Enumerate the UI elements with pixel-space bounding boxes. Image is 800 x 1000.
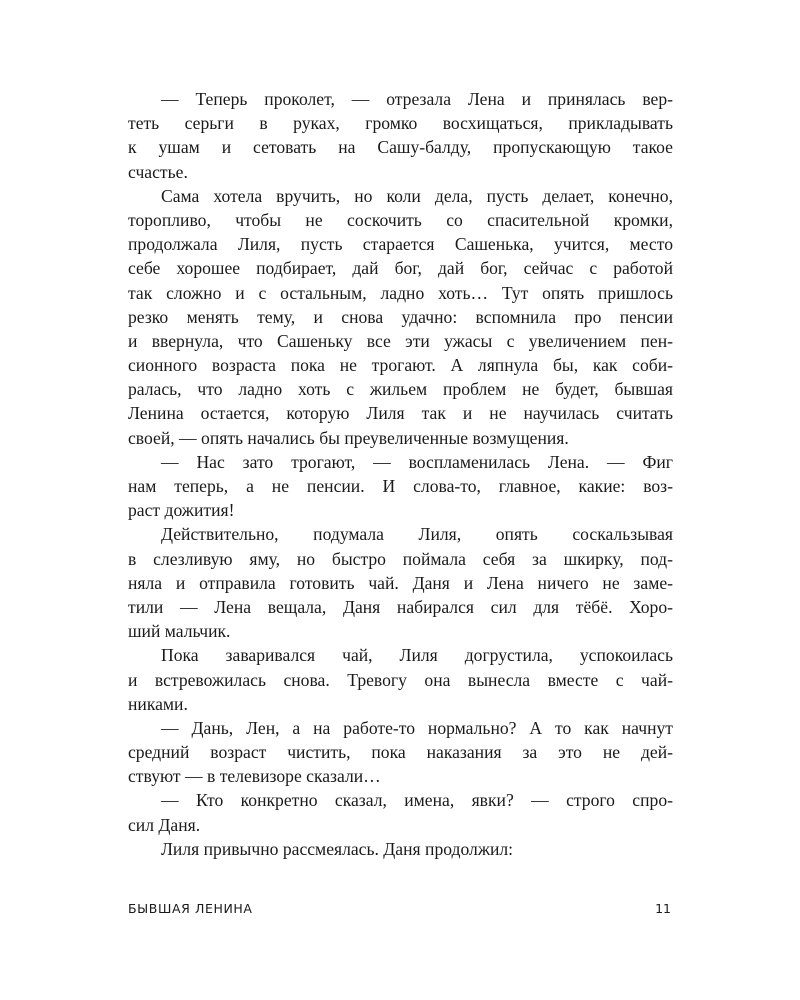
book-title: БЫВШАЯ ЛЕНИНА [128,901,253,916]
text-line: никами. [128,693,188,714]
text-line: средний возраст чистить, пока наказания за это не дей- [128,742,673,763]
text-line: сионного возраста пока не трогают. А ляпнула бы, как соби- [128,355,673,376]
text-line: раст дожития! [128,500,235,521]
text-line: теть серьги в руках, громко восхищаться, прикладывать [128,113,673,134]
text-line: тили — Лена вещала, Даня набирался сил для тёбё. Хоро- [128,596,673,617]
text-line: сил Даня. [128,814,201,835]
text-line: себе хорошее подбирает, дай бог, дай бог, сейчас с работой [128,258,673,279]
text-line: Действительно, подумала Лиля, опять соскальзывая [161,524,673,545]
page-number: 11 [655,901,671,916]
text-line: так сложно и с остальным, ладно хоть… Тут опять пришлось [128,282,673,303]
text-line: — Нас зато трогают, — воспламенилась Лена. — Фиг [161,451,673,472]
text-line: и встревожилась снова. Тревогу она вынесла вместе с чай- [128,669,673,690]
text-line: к ушам и сетовать на Сашу-балду, пропускающую такое [128,137,673,158]
text-line: — Кто конкретно сказал, имена, явки? — строго спро- [161,790,673,811]
text-line: ший мальчик. [128,621,231,642]
text-line: ствуют — в телевизоре сказали… [128,766,381,787]
running-footer [128,898,673,920]
text-line: Сама хотела вручить, но коли дела, пусть делает, конечно, [161,185,673,206]
text-line: Ленина остается, которую Лиля так и не научилась считать [128,403,673,424]
text-line: продолжала Лиля, пусть старается Сашенька, учится, место [128,234,673,255]
text-line: резко менять тему, и снова удачно: вспомнила про пенсии [128,306,673,327]
text-line: и ввернула, что Сашеньку все эти ужасы с увеличением пен- [128,330,673,351]
text-line: няла и отправила готовить чай. Даня и Лена ничего не заме- [128,572,673,593]
text-line: счастье. [128,161,188,182]
text-line: Пока заваривался чай, Лиля догрустила, успокоилась [161,645,673,666]
text-line: Лиля привычно рассмеялась. Даня продолжил: [161,838,514,859]
body-text [128,87,673,861]
text-line: нам теперь, а не пенсии. И слова-то, главное, какие: воз- [128,476,673,496]
text-line: ралась, что ладно хоть с жильем проблем не будет, бывшая [128,379,673,400]
text-line: в слезливую яму, но быстро поймала себя за шкирку, под- [128,548,673,569]
text-line: торопливо, чтобы не соскочить со спасительной кромки, [128,209,673,230]
text-line: — Теперь проколет, — отрезала Лена и принялась вер- [161,89,673,109]
text-line: своей, — опять начались бы преувеличенные возмущения. [128,427,569,448]
text-line: — Дань, Лен, а на работе-то нормально? А то как начнут [161,717,673,738]
